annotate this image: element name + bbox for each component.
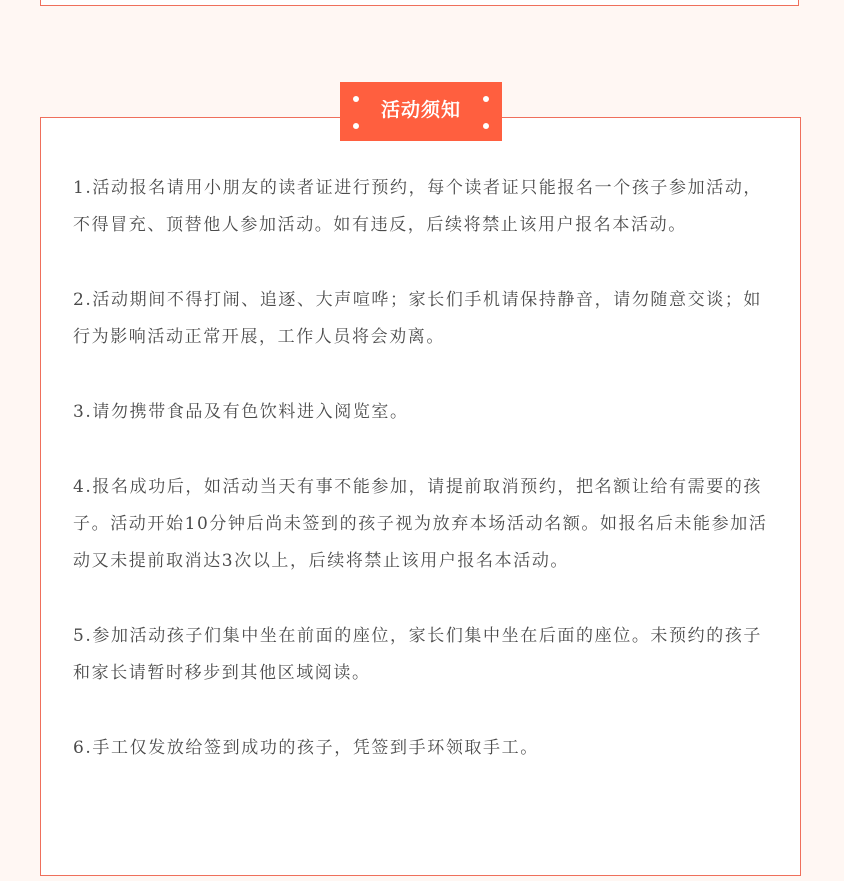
section-title-badge: [340, 82, 502, 141]
rule-item-5: 5.参加活动孩子们集中坐在前面的座位，家长们集中坐在后面的座位。未预约的孩子和家长请暂时移步到其他区域阅读。: [73, 626, 763, 683]
rule-item-2: 2.活动期间不得打闹、追逐、大声喧哗；家长们手机请保持静音，请勿随意交谈；如行为影响活动正常开展，工作人员将会劝离。: [73, 290, 763, 347]
badge-dot-decoration: [353, 123, 359, 129]
rule-item-4: 4.报名成功后，如活动当天有事不能参加，请提前取消预约，把名额让给有需要的孩子。活动开始10分钟后尚未签到的孩子视为放弃本场活动名额。如报名后未能参加活动又未提前取消达3次以上，后续将禁止该用户报名本活动。: [73, 477, 768, 571]
rule-item-3: 3.请勿携带食品及有色饮料进入阅览室。: [73, 402, 409, 422]
section-title: 活动须知: [380, 99, 461, 121]
activity-notice-card: [40, 117, 801, 876]
rules-list: [73, 170, 773, 767]
rule-item-1: 1.活动报名请用小朋友的读者证进行预约，每个读者证只能报名一个孩子参加活动，不得冒充、顶替他人参加活动。如有违反，后续将禁止该用户报名本活动。: [73, 178, 763, 235]
previous-section-card: [40, 0, 799, 6]
badge-dot-decoration: [483, 123, 489, 129]
rule-item-6: 6.手工仅发放给签到成功的孩子，凭签到手环领取手工。: [73, 738, 539, 758]
